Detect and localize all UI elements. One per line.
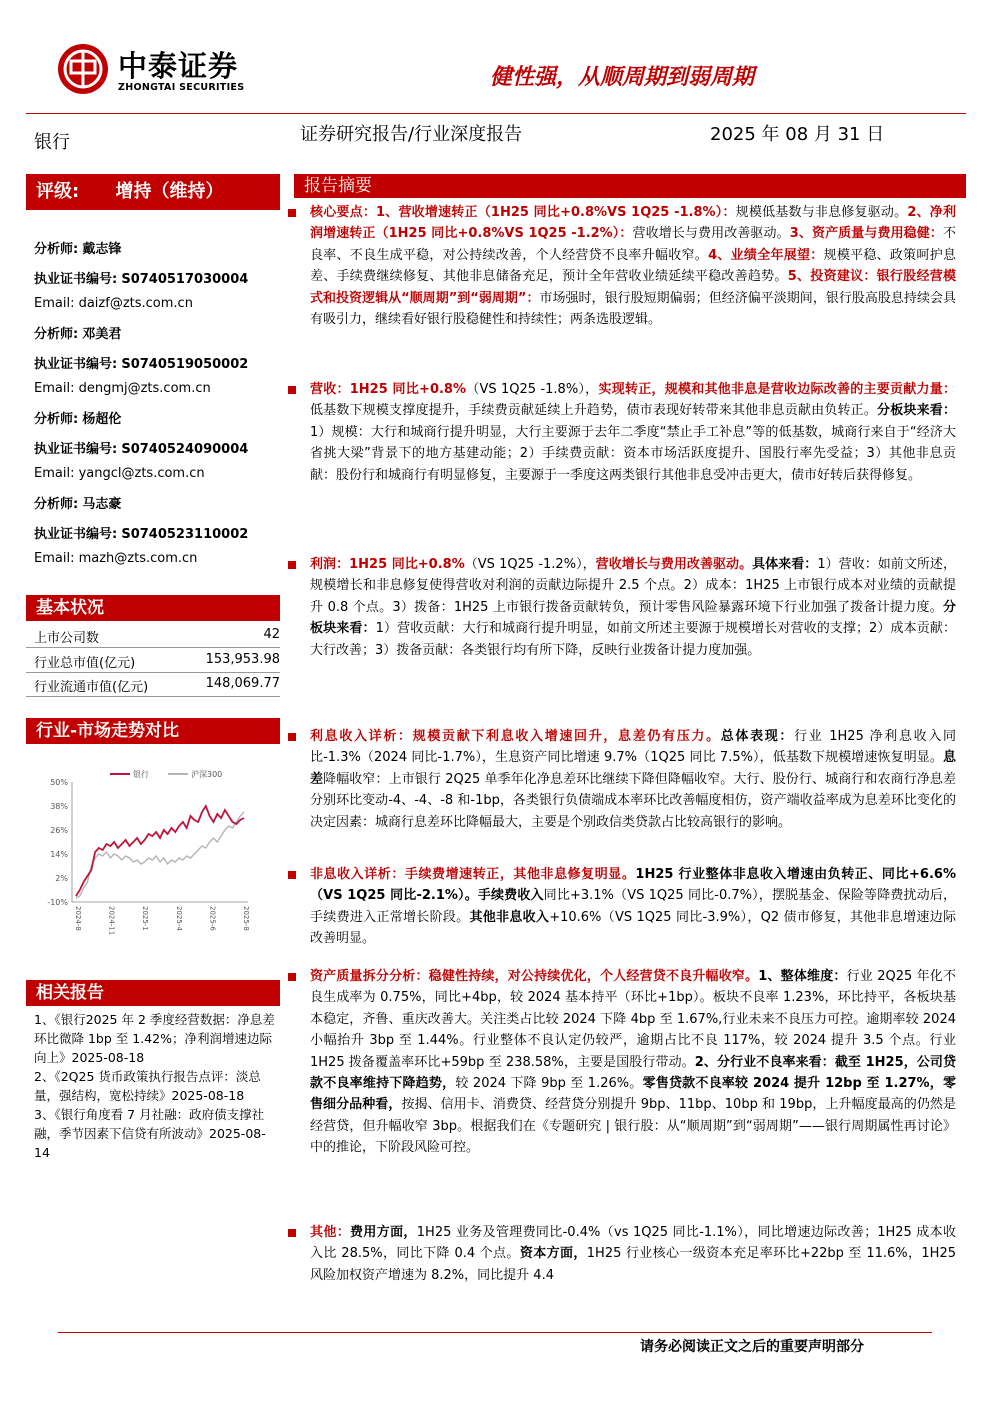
analyst-name-row: 分析师: 杨超伦 bbox=[34, 412, 122, 427]
logo-english-name: ZHONGTAI SECURITIES bbox=[118, 82, 245, 93]
bullet-icon bbox=[288, 386, 296, 394]
chart-y-tick-label: 38% bbox=[50, 802, 68, 811]
report-title: 健性强，从顺周期到弱周期 bbox=[490, 65, 755, 90]
stat-divider bbox=[26, 672, 280, 673]
chart-x-tick-label: 2024-8 bbox=[74, 906, 82, 931]
analyst-cert-row: 执业证书编号: S0740524090004 bbox=[34, 442, 249, 457]
summary-paragraph-nonint: 非息收入详析：手续费增速转正，其他非息修复明显。1H25 行业整体非息收入增速由负转正、同比+6.6%（VS 1Q25 同比-2.1%）。手续费收入同比+3.1%（VS 1Q25 同比-0.7%），摆脱基金、保险等降费扰动后，手续费进入正常增长阶段。其他非息收入+10.6%（VS 1Q25 同比-3.9%），Q2 债市修复，其他非息增速边际改善明显。 bbox=[310, 864, 956, 950]
header-divider bbox=[26, 113, 966, 114]
footer-divider bbox=[58, 1332, 932, 1333]
related-report-item[interactable]: 2、《2Q25 货币政策执行报告点评：淡总量，强结构，宽松持续》2025-08-18 bbox=[34, 1069, 261, 1103]
analyst-email[interactable]: yangcl@zts.com.cn bbox=[78, 466, 205, 481]
summary-paragraph-profit: 利润：1H25 同比+0.8%（VS 1Q25 -1.2%），营收增长与费用改善驱动。具体来看：1）营收：如前文所述，规模增长和非息修复使得营收对利润的贡献边际提升 2.5 个点。2）成本：1H25 上市银行成本对业绩的贡献提升 0.8 个点。3）拨备：1H25 上市银行拨备贡献转负，预计零售风险暴露环境下行业加强了拨备计提力度。分板块来看：1）营收贡献：大行和城商行提升明显，如前文所述主要源于规模增长对营收的支撑；2）成本贡献：大行改善；3）拨备贡献：各类银行均有所下降，反映行业拨备计提力度加强。 bbox=[310, 554, 956, 661]
rating-label: 评级: bbox=[36, 181, 80, 202]
chart-y-tick-label: 26% bbox=[50, 826, 68, 835]
chart-x-tick-label: 2024-11 bbox=[107, 906, 116, 936]
chart-legend-label: 沪深300 bbox=[191, 770, 223, 779]
sector-label: 银行 bbox=[34, 132, 70, 153]
analyst-email-row: Email: mazh@zts.com.cn bbox=[34, 551, 198, 566]
summary-paragraph-interest: 利息收入详析：规模贡献下利息收入增速回升，息差仍有压力。总体表现：行业 1H25 净利息收入同比-1.3%（2024 同比-1.7%），生息资产同比增速 9.7%（1Q25 同比 7.5%），低基数下规模增速恢复明显。息差降幅收窄：上市银行 2Q25 单季年化净息差环比继续下降但降幅收窄。大行、股份行、城商行和农商行净息差分别环比变动-4、-4、-8 和-1bp，各类银行负债端成本率环比改善幅度相仿，资产端收益率成为息差环比变化的决定因素：城商行息差环比降幅最大，主要是个别政信类贷款占比较高银行的影响。 bbox=[310, 726, 956, 833]
summary-title: 报告摘要 bbox=[294, 174, 966, 198]
footer-disclaimer: 请务必阅读正文之后的重要声明部分 bbox=[640, 1339, 864, 1355]
analyst-name-row: 分析师: 戴志锋 bbox=[34, 242, 122, 257]
summary-paragraph-revenue: 营收：1H25 同比+0.8%（VS 1Q25 -1.8%），实现转正，规模和其他非息是营收边际改善的主要贡献力量：低基数下规模支撑度提升，手续费贡献延续上升趋势，债市表现好转带来其他非息贡献由负转正。分板块来看：1）规模：大行和城商行提升明显，大行主要源于去年二季度“禁止手工补息”等的低基数，城商行来自于“经济大省挑大梁”背景下的地方基建动能；2）手续费贡献：资本市场活跃度提升、国股行率先受益；3）其他非息贡献：股份行和城商行有明显修复，主要源于一季度这两类银行其他非息受冲击更大，债市好转后获得修复。 bbox=[310, 379, 956, 486]
stat-divider bbox=[26, 696, 280, 697]
chart-x-tick-label: 2025-1 bbox=[141, 906, 150, 931]
chart-x-tick-label: 2025-6 bbox=[208, 906, 217, 931]
logo-chinese-name: 中泰证券 bbox=[118, 49, 239, 83]
related-reports-title: 相关报告 bbox=[26, 980, 280, 1006]
stat-row: 行业流通市值(亿元) 148,069.77 bbox=[34, 676, 280, 695]
bullet-icon bbox=[288, 871, 296, 879]
bullet-icon bbox=[288, 209, 296, 217]
analyst-name-row: 分析师: 马志豪 bbox=[34, 497, 122, 512]
analyst-email-row: Email: yangcl@zts.com.cn bbox=[34, 466, 205, 481]
chart-y-tick-label: 14% bbox=[50, 850, 68, 859]
chart-x-tick-label: 2025-4 bbox=[174, 906, 183, 931]
analyst-cert-row: 执业证书编号: S0740523110002 bbox=[34, 527, 249, 542]
trend-chart bbox=[30, 760, 280, 936]
analyst-name-row: 分析师: 邓美君 bbox=[34, 327, 122, 342]
analyst-cert-row: 执业证书编号: S0740517030004 bbox=[34, 272, 249, 287]
related-reports-list bbox=[34, 1010, 280, 1162]
analyst-email[interactable]: daizf@zts.com.cn bbox=[78, 296, 193, 311]
company-logo-icon bbox=[58, 44, 108, 94]
bullet-icon bbox=[288, 733, 296, 741]
summary-paragraph-core: 核心要点：1、营收增速转正（1H25 同比+0.8%VS 1Q25 -1.8%）：规模低基数与非息修复驱动。2、净利润增速转正（1H25 同比+0.8%VS 1Q25 -1.2%）：营收增长与费用改善驱动。3、资产质量与费用稳健：不良率、不良生成平稳，对公持续改善，个人经营贷不良率升幅收窄。4、业绩全年展望：规模平稳、政策呵护息差、手续费继续修复、其他非息储备充足，预计全年营收业绩延续平稳改善趋势。5、投资建议：银行股经营模式和投资逻辑从“顺周期”到“弱周期”：市场强时，银行股短期偏弱；但经济偏平淡期间，银行股高股息持续会具有吸引力，继续看好银行股稳健性和持续性；两条选股逻辑。 bbox=[310, 202, 956, 330]
chart-y-tick-label: 50% bbox=[50, 778, 68, 787]
basic-status-title: 基本状况 bbox=[26, 595, 280, 621]
related-report-item[interactable]: 3、《银行角度看 7 月社融：政府债支撑社融，季节因素下信贷有所波动》2025-08-14 bbox=[34, 1107, 266, 1160]
analyst-email[interactable]: mazh@zts.com.cn bbox=[78, 551, 198, 566]
summary-paragraph-other: 其他：费用方面，1H25 业务及管理费同比-0.4%（vs 1Q25 同比-1.1%），同比增速边际改善；1H25 成本收入比 28.5%，同比下降 0.4 个点。资本方面，1H25 行业核心一级资本充足率环比+22bp 至 11.6%，1H25 风险加权资产增速为 8.2%，同比提升 4.4 bbox=[310, 1222, 956, 1286]
rating-bar bbox=[26, 174, 280, 210]
analyst-email[interactable]: dengmj@zts.com.cn bbox=[78, 381, 211, 396]
market-trend-title: 行业-市场走势对比 bbox=[26, 718, 280, 744]
stat-divider bbox=[26, 647, 280, 648]
summary-paragraph-asset: 资产质量拆分分析：稳健性持续，对公持续优化，个人经营贷不良升幅收窄。1、整体维度：行业 2Q25 年化不良生成率为 0.75%，同比+4bp，较 2024 基本持平（环比+1bp）。板块不良率 1.23%，环比持平，各板块基本稳定，齐鲁、重庆改善大。关注类占比较 2024 下降 4bp 至 1.67%,行业未来不良压力可控。逾期率较 2024 小幅抬升 3bp 至 1.44%。行业整体不良认定仍较严，逾期占比不良 117%，较 2024 提升 3.5 个点。行业 1H25 拨备覆盖率环比+59bp 至 238.58%，主要是国股行带动。2、分行业不良率来看：截至 1H25，公司贷款不良率维持下降趋势，较 2024 下降 9bp 至 1.26%。零售贷款不良率较 2024 提升 12bp 至 1.27%，零售细分品种看，按揭、信用卡、消费贷、经营贷分别提升 9bp、11bp、10bp 和 19bp，上升幅度最高的仍然是经营贷，但升幅收窄 3bp。根据我们在《专题研究 | 银行股：从“顺周期”到“弱周期”——银行周期属性再讨论》中的推论，下阶段风险可控。 bbox=[310, 966, 956, 1159]
related-report-item[interactable]: 1、《银行2025 年 2 季度经营数据：净息差环比微降 1bp 至 1.42%；净利润增速边际向上》2025-08-18 bbox=[34, 1012, 275, 1065]
report-type: 证券研究报告/行业深度报告 bbox=[300, 124, 523, 145]
chart-y-tick-label: 2% bbox=[55, 874, 68, 883]
report-date: 2025 年 08 月 31 日 bbox=[710, 124, 885, 145]
rating-value: 增持（维持） bbox=[115, 181, 224, 202]
analyst-cert-row: 执业证书编号: S0740519050002 bbox=[34, 357, 249, 372]
stat-row: 上市公司数 42 bbox=[34, 627, 280, 646]
chart-series-line bbox=[76, 806, 244, 896]
bullet-icon bbox=[288, 973, 296, 981]
chart-series-line bbox=[76, 812, 244, 898]
bullet-icon bbox=[288, 1229, 296, 1237]
analyst-email-row: Email: dengmj@zts.com.cn bbox=[34, 381, 211, 396]
chart-legend-label: 银行 bbox=[133, 770, 149, 779]
bullet-icon bbox=[288, 561, 296, 569]
chart-y-tick-label: -10% bbox=[47, 898, 68, 907]
stat-row: 行业总市值(亿元) 153,953.98 bbox=[34, 652, 280, 671]
analyst-email-row: Email: daizf@zts.com.cn bbox=[34, 296, 193, 311]
chart-x-tick-label: 2025-8 bbox=[242, 906, 250, 931]
